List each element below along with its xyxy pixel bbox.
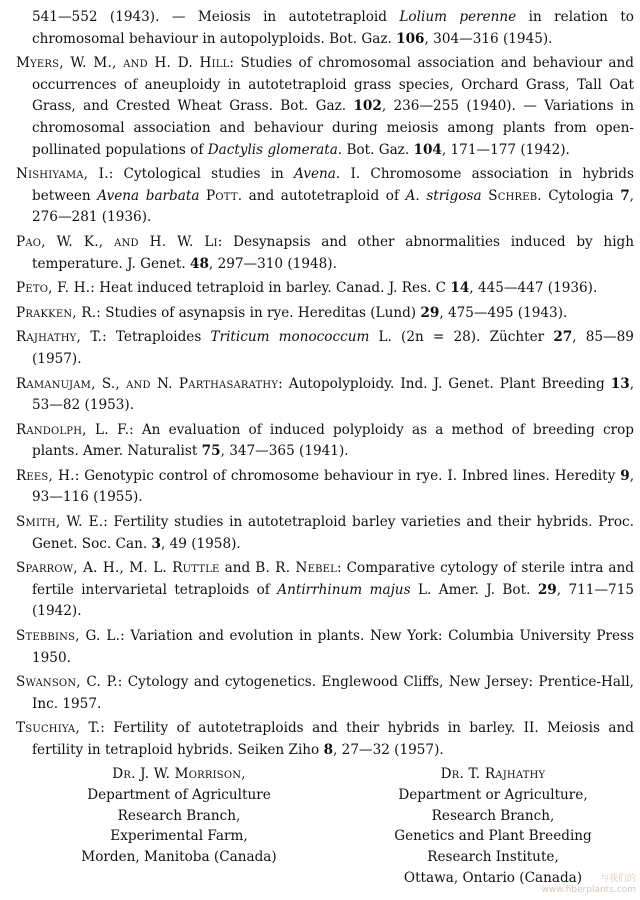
reference-text: : Comparative cytology of sterile intra and fertile intervarietal tetraploids of — [32, 560, 634, 598]
author-names: Randolph, L. F. — [16, 421, 130, 438]
address-line: Experimental Farm, — [110, 828, 248, 845]
author-names: Rajhathy, T. — [16, 329, 103, 346]
author-names: Peto, F. H. — [16, 280, 91, 297]
author-names: Pott — [206, 187, 238, 204]
reference-text: 541—552 (1943). — Meiosis in autotetraploid — [32, 9, 400, 25]
author-names: Rees, H. — [16, 467, 75, 484]
address-line: Genetics and Plant Breeding — [394, 828, 592, 845]
reference-text: , 53—82 (1953). — [32, 375, 635, 414]
reference-text: , 445—447 (1936). — [469, 280, 598, 297]
species-name: Avena barbata — [97, 187, 200, 204]
address-line: Research Branch, — [431, 807, 555, 824]
reference-text: . I. Chromosome association in hybrids between — [32, 166, 634, 204]
reference-entry — [16, 374, 634, 417]
species-name: Avena — [294, 166, 336, 183]
author-names: Pao, W. K., and H. W. Li — [16, 233, 218, 250]
author-name-right: Dr. T. Rajhathy — [440, 766, 546, 782]
reference-text: : Fertility of autotetraploids and their hybrids in barley. II. Meiosis and fertility in tetraploid hybrids. Seiken Ziho — [32, 720, 634, 758]
reference-text: , 93—116 (1955). — [32, 467, 635, 506]
reference-text: . and autotetraploid of — [237, 187, 406, 204]
reference-entry — [16, 232, 634, 275]
address-line: Research Institute, — [427, 849, 559, 866]
reference-entry — [16, 278, 634, 300]
reference-text: : Autopolyploidy. Ind. J. Genet. Plant Breeding — [278, 375, 611, 392]
species-name: Antirrhinum majus — [277, 581, 411, 598]
species-name: Triticum monococcum — [210, 329, 370, 346]
reference-text: : Studies of chromosomal association and behaviour and occurrences of aneuploidy in autotetraploid grass species, Orchard Grass, Tall Oat Grass, and Crested Wheat Grass. Bot. Gaz. — [32, 55, 634, 115]
species-name: Dactylis glomerata — [207, 141, 338, 158]
species-name: A. strigosa — [405, 187, 482, 204]
volume-number: 14 — [450, 280, 470, 297]
reference-text: , 711—715 (1942). — [32, 581, 634, 620]
reference-entry — [16, 466, 634, 509]
reference-text: in relation to chromosomal behaviour in autopolyploids. Bot. Gaz. — [32, 9, 634, 47]
reference-entry — [16, 672, 634, 715]
author-names: Tsuchiya, T. — [16, 720, 101, 737]
author-names: Sparrow, A. H., M. L. Ruttle — [16, 560, 220, 577]
author-names: Myers, W. M., and H. D. Hill — [16, 55, 230, 72]
reference-list — [16, 7, 634, 762]
reference-entry — [16, 626, 634, 669]
author-address-right — [368, 764, 618, 889]
reference-text: : Fertility studies in autotetraploid barley varieties and their hybrids. Proc. Genet. Soc. Can. — [32, 514, 634, 552]
volume-number: 29 — [537, 581, 557, 598]
reference-entry — [16, 7, 634, 50]
reference-text: , 475—495 (1943). — [439, 304, 568, 321]
volume-number: 106 — [396, 30, 425, 47]
reference-text: L. Amer. J. Bot. — [410, 581, 538, 598]
reference-text: , 236—255 (1940). — Variations in chromosomal association and behaviour during meiosis among plants from open-pollinated populations of — [32, 98, 635, 158]
volume-number: 7 — [620, 187, 630, 204]
reference-entry — [16, 303, 634, 325]
reference-entry — [16, 164, 634, 229]
author-address-left — [54, 764, 304, 868]
reference-text: : An evaluation of induced polyploidy as a method of breeding crop plants. Amer. Naturalist — [32, 421, 634, 460]
volume-number: 9 — [620, 467, 630, 484]
volume-number: 3 — [151, 535, 161, 552]
watermark-line: 与我们的 — [599, 874, 636, 884]
reference-text: : Heat induced tetraploid in barley. Canad. J. Res. C — [90, 280, 451, 297]
author-name-left: Dr. J. W. Morrison, — [112, 766, 246, 782]
reference-text: : Cytological studies in — [108, 166, 295, 183]
volume-number: 104 — [413, 141, 442, 158]
volume-number: 29 — [420, 304, 440, 321]
author-names: Swanson, C. P. — [16, 674, 118, 691]
reference-text: , 27—32 (1957). — [333, 742, 444, 758]
reference-text: and — [219, 560, 256, 577]
volume-number: 75 — [201, 443, 221, 460]
address-line: Research Branch, — [117, 807, 241, 824]
volume-number: 8 — [323, 742, 334, 758]
watermark — [542, 874, 636, 896]
volume-number: 102 — [353, 98, 382, 115]
reference-text: , 304—316 (1945). — [424, 30, 553, 47]
author-names: Nishiyama, I. — [16, 166, 109, 183]
reference-entry — [16, 558, 634, 623]
reference-text: : Desynapsis and other abnormalities induced by high temperature. J. Genet. — [32, 233, 634, 272]
author-names: Smith, W. E. — [16, 514, 104, 531]
reference-entry — [16, 420, 634, 463]
volume-number: 48 — [190, 255, 209, 272]
watermark-line: www.fiberplants.com — [541, 885, 636, 895]
author-names: B. R. Nebel — [255, 560, 337, 577]
address-line: Department or Agriculture, — [398, 786, 588, 803]
reference-text: , 347—365 (1941). — [220, 443, 349, 460]
reference-text: , 49 (1958). — [160, 535, 241, 552]
reference-entry — [16, 327, 634, 370]
volume-number: 13 — [610, 375, 630, 392]
address-line: Morden, Manitoba (Canada) — [81, 849, 277, 866]
reference-entry — [16, 53, 634, 161]
reference-entry — [16, 718, 634, 761]
reference-text: : Cytology and cytogenetics. Englewood Cliffs, New Jersey: Prentice-Hall, Inc. 1957. — [32, 674, 634, 712]
reference-text: L. (2n = 28). Züchter — [369, 329, 554, 346]
reference-text: : Tetraploides — [102, 329, 211, 346]
reference-text: , 276—281 (1936). — [32, 187, 634, 226]
reference-text: . Bot. Gaz. — [337, 141, 414, 158]
reference-text: . Cytologia — [537, 187, 621, 204]
species-name: Lolium perenne — [399, 9, 517, 25]
author-names: Stebbins, G. L. — [16, 628, 121, 645]
author-names: Prakken, R. — [16, 304, 97, 321]
author-names: Ramanujam, S., and N. Parthasarathy — [16, 375, 279, 392]
reference-text: , 171—177 (1942). — [441, 141, 570, 158]
address-line: Ottawa, Ontario (Canada) — [403, 869, 583, 886]
address-line: Department of Agriculture — [87, 786, 271, 803]
reference-text: : Variation and evolution in plants. New York: Columbia University Press 1950. — [32, 628, 634, 666]
reference-text: , 85—89 (1957). — [32, 329, 634, 367]
reference-text: , 297—310 (1948). — [208, 255, 337, 272]
reference-text: : Genotypic control of chromosome behaviour in rye. I. Inbred lines. Heredity — [74, 467, 621, 484]
author-names: Schreb — [488, 187, 538, 204]
reference-text: : Studies of asynapsis in rye. Hereditas (Lund) — [96, 304, 421, 321]
volume-number: 27 — [553, 329, 573, 346]
reference-entry — [16, 512, 634, 555]
